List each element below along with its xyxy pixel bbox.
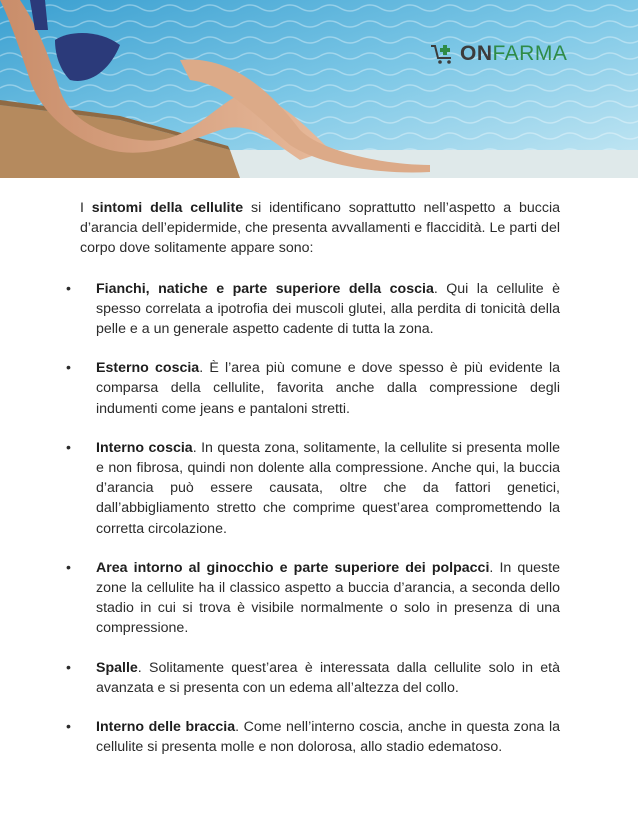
bullet: •: [66, 559, 71, 576]
item-text: . In questa zona, solitamente, la cellulite si presenta molle e non fibrosa, quindi non dolente alla compressione. Anche qui, la buccia d’arancia può essere causata, oltre che da fattori genetici, dall’abbigliamento stretto che comprime quest’area compromettendo la corretta circolazione.: [96, 439, 560, 537]
bullet: •: [66, 659, 71, 676]
list-item: [66, 558, 560, 639]
item-title: Fianchi, natiche e parte superiore della coscia: [96, 280, 434, 297]
list-item: [66, 438, 560, 539]
item-text: . Qui la cellulite è spesso correlata a ipotrofia dei muscoli glutei, alla perdita di tonicità della pelle e a un generale aspetto cadente di tutta la zona.: [96, 280, 560, 338]
item-title: Spalle: [96, 659, 138, 676]
logo-on: ON: [460, 42, 493, 65]
item-title: Interno coscia: [96, 439, 193, 456]
item-text: . Solitamente quest’area è interessata dalla cellulite solo in età avanzata e si presenta con un edema all’altezza del collo.: [96, 659, 560, 696]
item-title: Interno delle braccia: [96, 719, 236, 736]
logo-farma: FARMA: [492, 42, 568, 65]
item-title: Esterno coscia: [96, 360, 200, 377]
item-text: . È l’area più comune e dove spesso è più evidente la comparsa della cellulite, favorita anche dalla compressione degli indumenti come jeans e pantaloni stretti.: [96, 360, 561, 417]
list-item: [66, 658, 560, 698]
bullet: •: [66, 719, 71, 736]
pool-photo: [0, 0, 638, 178]
item-text: . Come nell’interno coscia, anche in questa zona la cellulite si presenta molle e non dolorosa, allo stadio edematoso.: [96, 719, 561, 756]
intro-prefix: I: [80, 200, 92, 216]
article-body: [66, 198, 561, 757]
logo-text: [460, 42, 567, 66]
list-item: [66, 358, 561, 419]
item-text: . In queste zone la cellulite ha il classico aspetto a buccia d’arancia, a seconda dello stadio in cui si trova è visibile normalmente o solo in presenza di una compressione.: [96, 559, 560, 637]
intro-paragraph: [80, 198, 560, 259]
bullet: •: [66, 280, 71, 297]
list-item: [66, 279, 560, 340]
intro-bold: sintomi della cellulite: [91, 200, 244, 216]
hero-image: [0, 0, 638, 178]
cart-cross-icon: [430, 43, 456, 65]
bullet: •: [66, 439, 71, 456]
bullet: •: [66, 360, 71, 377]
onfarma-logo: [430, 42, 567, 66]
list-item: [66, 717, 561, 757]
item-title: Area intorno al ginocchio e parte superiore dei polpacci: [96, 559, 490, 576]
body-areas-list: [66, 279, 561, 758]
intro-rest: si identificano soprattutto nell’aspetto a buccia d’arancia dell’epidermide, che presenta avvallamenti e flaccidità. Le parti del corpo dove solitamente appare sono:: [80, 200, 560, 257]
